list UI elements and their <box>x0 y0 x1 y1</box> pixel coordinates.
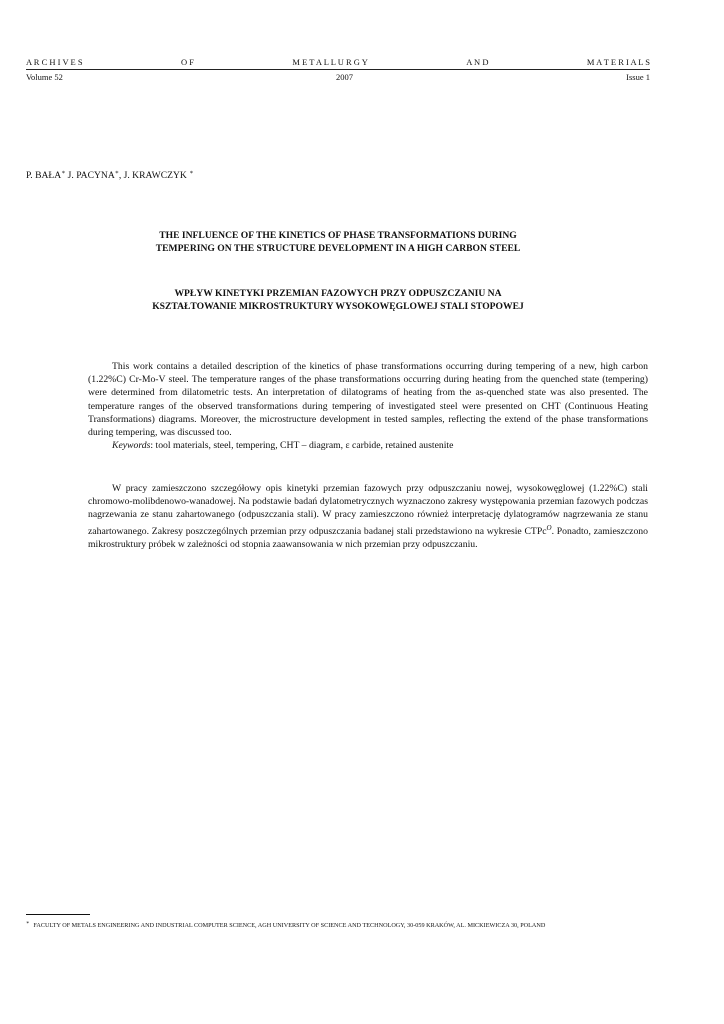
superscript: O <box>546 523 552 532</box>
title-line: THE INFLUENCE OF THE KINETICS OF PHASE TRANSFORMATIONS DURING <box>159 230 517 241</box>
issue-info <box>26 72 650 82</box>
abstract-polish <box>88 482 648 551</box>
journal-word: M A T E R I A L S <box>586 57 650 67</box>
affiliation-text: FACULTY OF METALS ENGINEERING AND INDUSTRIAL COMPUTER SCIENCE, AGH UNIVERSITY OF SCIENCE AND TECHNOLOGY, 30-059 KRAKÓW, AL. MICKIEWICZA 30, POLAND <box>33 922 546 929</box>
title-english <box>40 229 636 255</box>
keywords-text: : tool materials, steel, tempering, CHT – diagram, ε carbide, retained austenite <box>150 440 454 452</box>
footnote <box>26 920 666 929</box>
title-polish <box>40 287 636 313</box>
journal-word: A R C H I V E S <box>26 57 83 67</box>
author-name: J. KRAWCZYK <box>123 170 187 181</box>
title-line: WPŁYW KINETYKI PRZEMIAN FAZOWYCH PRZY ODPUSZCZANIU NA <box>174 288 502 299</box>
abstract-text <box>88 482 648 551</box>
footnote-rule <box>26 914 90 915</box>
author-name: P. BAŁA <box>26 170 62 181</box>
affiliation-marker: ∗ <box>114 170 119 176</box>
author-list: P. BAŁA∗ J. PACYNA∗, J. KRAWCZYK ∗ <box>26 170 194 181</box>
title-line: TEMPERING ON THE STRUCTURE DEVELOPMENT IN A HIGH CARBON STEEL <box>155 243 521 254</box>
abstract-text: This work contains a detailed description of the kinetics of phase transformations occurring during tempering of a new, high carbon (1.22%C) Cr-Mo-V steel. The temperature ranges of the phase transformations occurring during heating from the quenched state (tempering) were determined from dilatometric tests. An interpretation of dilatograms of heating from the as-quenched state was also presented. The temperature ranges of the observed transformations during tempering of investigated steel were presented on CHT (Continuous Heating Transformations) diagrams. Moreover, the microstructure development in tested samples, reflecting the extend of the phase transformations during tempering, was discussed too. <box>88 361 648 439</box>
volume-label: Volume 52 <box>26 72 63 82</box>
header-rule <box>26 69 650 70</box>
keywords-label: Keywords <box>112 440 151 452</box>
abstract-pl-part: W pracy zamieszczono szczegółowy opis kinetyki przemian fazowych przy odpuszczaniu nowej, wysokowęglowej (1.22%C) stali chromowo-molibdenowo-wanadowej. Na podstawie badań dylatometrycznych wyznaczono zakresy występowania przemian fazowych podczas nagrzewania ze stanu zahartowanego (odpuszczania stali). W pracy zamieszczono również interpretację dylatogramów nagrzewania ze stanu zahartowanego. Zakresy poszczególnych przemian przy odpuszczania badanej stali przedstawiono na wykresie CTPc <box>88 483 648 537</box>
issue-label: Issue 1 <box>626 72 650 82</box>
abstract-english <box>88 360 648 452</box>
year-label: 2007 <box>336 72 354 82</box>
author-name: J. PACYNA <box>67 170 115 181</box>
footnote-marker: ∗ <box>26 921 30 926</box>
affiliation-marker: ∗ <box>61 170 66 176</box>
journal-word: M E T A L L U R G Y <box>292 57 368 67</box>
abstract-pl-part: . Ponadto, zamieszczono mikrostruktury próbek w zależności od stopnia zaawansowania w nich przemian przy odpuszczaniu. <box>88 525 648 551</box>
affiliation-marker: ∗ <box>189 170 194 176</box>
journal-word: O F <box>181 57 194 67</box>
journal-title-bar <box>26 57 650 67</box>
journal-word: A N D <box>466 57 489 67</box>
title-line: KSZTAŁTOWANIE MIKROSTRUKTURY WYSOKOWĘGLOWEJ STALI STOPOWEJ <box>152 301 524 312</box>
keywords <box>88 439 648 452</box>
